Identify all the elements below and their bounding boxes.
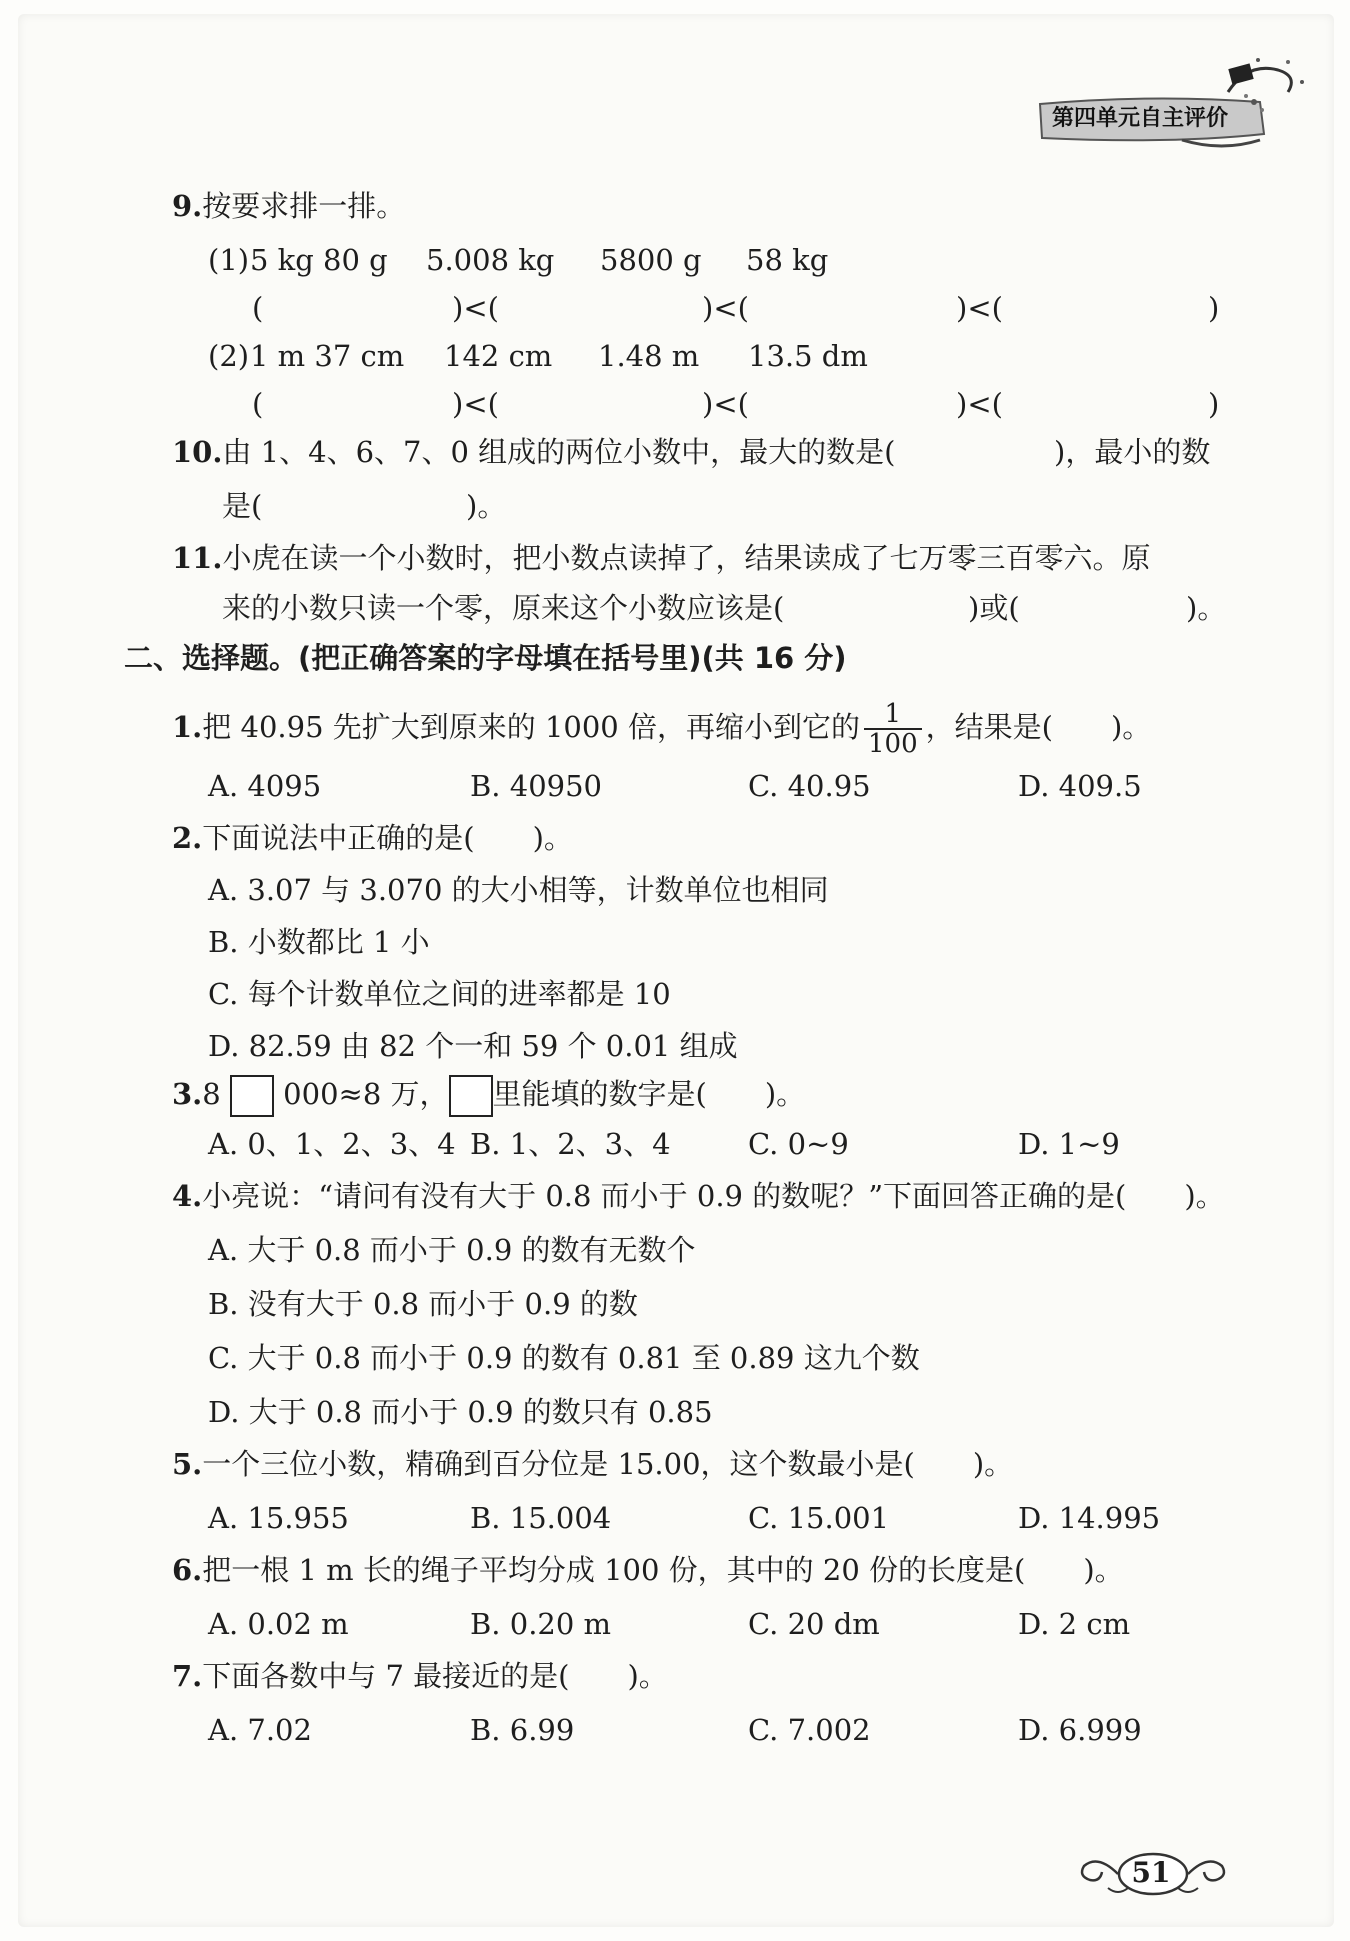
q9-part2-item: 1 m 37 cm [250,339,405,373]
mc-7-option-d[interactable]: D. 6.999 [1018,1713,1142,1747]
question-11-line2c: )。 [1186,591,1227,625]
q9-part2-item: 1.48 m [598,339,700,373]
question-text: 里能填的数字是( )。 [492,1077,806,1111]
question-10-line1 [172,432,895,472]
mc-2-option-a[interactable]: A. 3.07 与 3.070 的大小相等，计数单位也相同 [208,873,829,907]
unit-header-label: 第四单元自主评价 [1051,106,1228,131]
mc-3-option-b[interactable]: B. 1、2、3、4 [470,1127,671,1161]
section-2-title: 二、选择题。(把正确答案的字母填在括号里)(共 16 分) [124,641,847,675]
mc-2-option-c[interactable]: C. 每个计数单位之间的进率都是 10 [208,977,671,1011]
question-text: 8 [202,1077,221,1111]
mc-1-stem [172,700,1151,758]
question-9-stem [172,186,405,226]
question-text: 000≈8 万， [283,1077,449,1111]
answer-blank-separator[interactable]: )<( [702,291,749,325]
mc-2-option-b[interactable]: B. 小数都比 1 小 [208,925,430,959]
question-text: 由 1、4、6、7、0 组成的两位小数中，最大的数是( [222,435,896,469]
answer-blank-separator[interactable]: )<( [452,387,499,421]
mc-7-stem [172,1656,668,1696]
answer-blank-separator[interactable]: )<( [452,291,499,325]
mc-2-option-d[interactable]: D. 82.59 由 82 个一和 59 个 0.01 组成 [208,1029,738,1063]
mc-4-option-b[interactable]: B. 没有大于 0.8 而小于 0.9 的数 [208,1287,638,1321]
mc-5-option-c[interactable]: C. 15.001 [748,1501,890,1535]
fill-in-box [449,1075,493,1117]
question-text: 小虎在读一个小数时，把小数点读掉了，结果读成了七万零三百零六。原 [222,541,1151,575]
mc-1-option-d[interactable]: D. 409.5 [1018,769,1142,803]
question-text: 把 40.95 先扩大到原来的 1000 倍，再缩小到它的 [202,710,860,744]
mc-1-option-c[interactable]: C. 40.95 [748,769,871,803]
question-text: 一个三位小数，精确到百分位是 15.00，这个数最小是( )。 [202,1447,1014,1481]
mc-6-option-b[interactable]: B. 0.20 m [470,1607,612,1641]
mc-3-option-d[interactable]: D. 1~9 [1018,1127,1120,1161]
question-number: 11. [172,541,223,575]
question-text: 小亮说：“请问有没有大于 0.8 而小于 0.9 的数呢？”下面回答正确的是( )。 [202,1179,1225,1213]
mc-5-option-b[interactable]: B. 15.004 [470,1501,612,1535]
answer-blank-close[interactable]: ) [1208,387,1220,421]
mc-6-option-d[interactable]: D. 2 cm [1018,1607,1131,1641]
question-number: 7. [172,1659,203,1693]
question-number: 5. [172,1447,203,1481]
q9-part2-item: 13.5 dm [748,339,868,373]
mc-7-option-c[interactable]: C. 7.002 [748,1713,871,1747]
question-text: ，结果是( )。 [925,710,1152,744]
mc-7-option-b[interactable]: B. 6.99 [470,1713,575,1747]
answer-blank-separator[interactable]: )<( [702,387,749,421]
page-number: 51 [1131,1856,1171,1889]
question-10-line1-end: )，最小的数 [1054,435,1211,469]
mc-4-option-c[interactable]: C. 大于 0.8 而小于 0.9 的数有 0.81 至 0.89 这九个数 [208,1341,920,1375]
question-text: 按要求排一排。 [202,189,406,223]
question-11-line2b: )或( [968,591,1020,625]
q9-part1-item: 58 kg [746,243,829,277]
answer-blank-open[interactable]: ( [252,291,264,325]
mc-2-stem [172,818,573,858]
mc-3-option-a[interactable]: A. 0、1、2、3、4 [208,1127,456,1161]
mc-1-option-b[interactable]: B. 40950 [470,769,603,803]
mc-3-stem [172,1074,805,1117]
mc-4-stem [172,1176,1225,1216]
answer-blank-close[interactable]: ) [1208,291,1220,325]
mc-4-option-a[interactable]: A. 大于 0.8 而小于 0.9 的数有无数个 [208,1233,696,1267]
fraction [864,700,922,758]
question-number: 9. [172,189,203,223]
swirl-decoration-icon [1218,52,1308,112]
mc-5-option-a[interactable]: A. 15.955 [208,1501,349,1535]
question-number: 2. [172,821,203,855]
mc-5-option-d[interactable]: D. 14.995 [1018,1501,1161,1535]
mc-7-option-a[interactable]: A. 7.02 [208,1713,312,1747]
answer-blank-separator[interactable]: )<( [956,387,1003,421]
fill-in-box[interactable] [230,1075,274,1117]
question-number: 1. [172,710,203,744]
question-number: 10. [172,435,223,469]
question-11-line2a: 来的小数只读一个零，原来这个小数应该是( [222,591,785,625]
fraction-denominator: 100 [867,729,918,759]
mc-1-option-a[interactable]: A. 4095 [208,769,322,803]
answer-blank-open[interactable]: ( [252,387,264,421]
question-text: 把一根 1 m 长的绳子平均分成 100 份，其中的 20 份的长度是( )。 [202,1553,1124,1587]
mc-6-option-a[interactable]: A. 0.02 m [208,1607,349,1641]
mc-6-option-c[interactable]: C. 20 dm [748,1607,880,1641]
mc-6-stem [172,1550,1124,1590]
fraction-numerator: 1 [864,700,922,730]
q9-part2-label: (2) [208,339,250,373]
mc-3-option-c[interactable]: C. 0~9 [748,1127,849,1161]
q9-part1-label: (1) [208,243,250,277]
mc-5-stem [172,1444,1013,1484]
q9-part1-item: 5800 g [600,243,702,277]
question-text: 下面说法中正确的是( )。 [202,821,573,855]
question-10-line2b: )。 [466,489,507,523]
q9-part1-item: 5.008 kg [426,243,555,277]
question-number: 6. [172,1553,203,1587]
q9-part1-item: 5 kg 80 g [250,243,388,277]
question-10-line2a: 是( [222,489,263,523]
question-11-line1 [172,538,1150,578]
mc-4-option-d[interactable]: D. 大于 0.8 而小于 0.9 的数只有 0.85 [208,1395,713,1429]
q9-part2-item: 142 cm [444,339,553,373]
question-text: 下面各数中与 7 最接近的是( )。 [202,1659,668,1693]
answer-blank-separator[interactable]: )<( [956,291,1003,325]
question-number: 4. [172,1179,203,1213]
question-number: 3. [172,1077,203,1111]
